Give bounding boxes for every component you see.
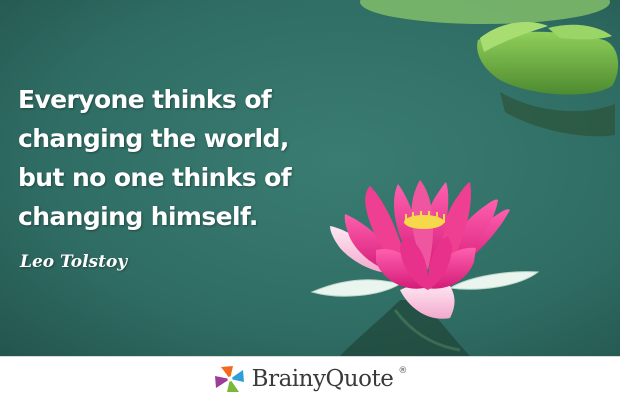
- quote-line: changing himself.: [18, 202, 258, 231]
- pinwheel-icon: [213, 364, 247, 394]
- quote-line: changing the world,: [18, 124, 289, 153]
- registered-mark: ®: [398, 366, 408, 376]
- brainyquote-logo[interactable]: [213, 364, 408, 394]
- footer-bar: [0, 356, 620, 400]
- quote-line: but no one thinks of: [18, 163, 292, 192]
- quote-author: Leo Tolstoy: [20, 252, 128, 272]
- quote-text: [18, 80, 328, 236]
- brand-name: BrainyQuote: [251, 366, 394, 392]
- quote-line: Everyone thinks of: [18, 85, 272, 114]
